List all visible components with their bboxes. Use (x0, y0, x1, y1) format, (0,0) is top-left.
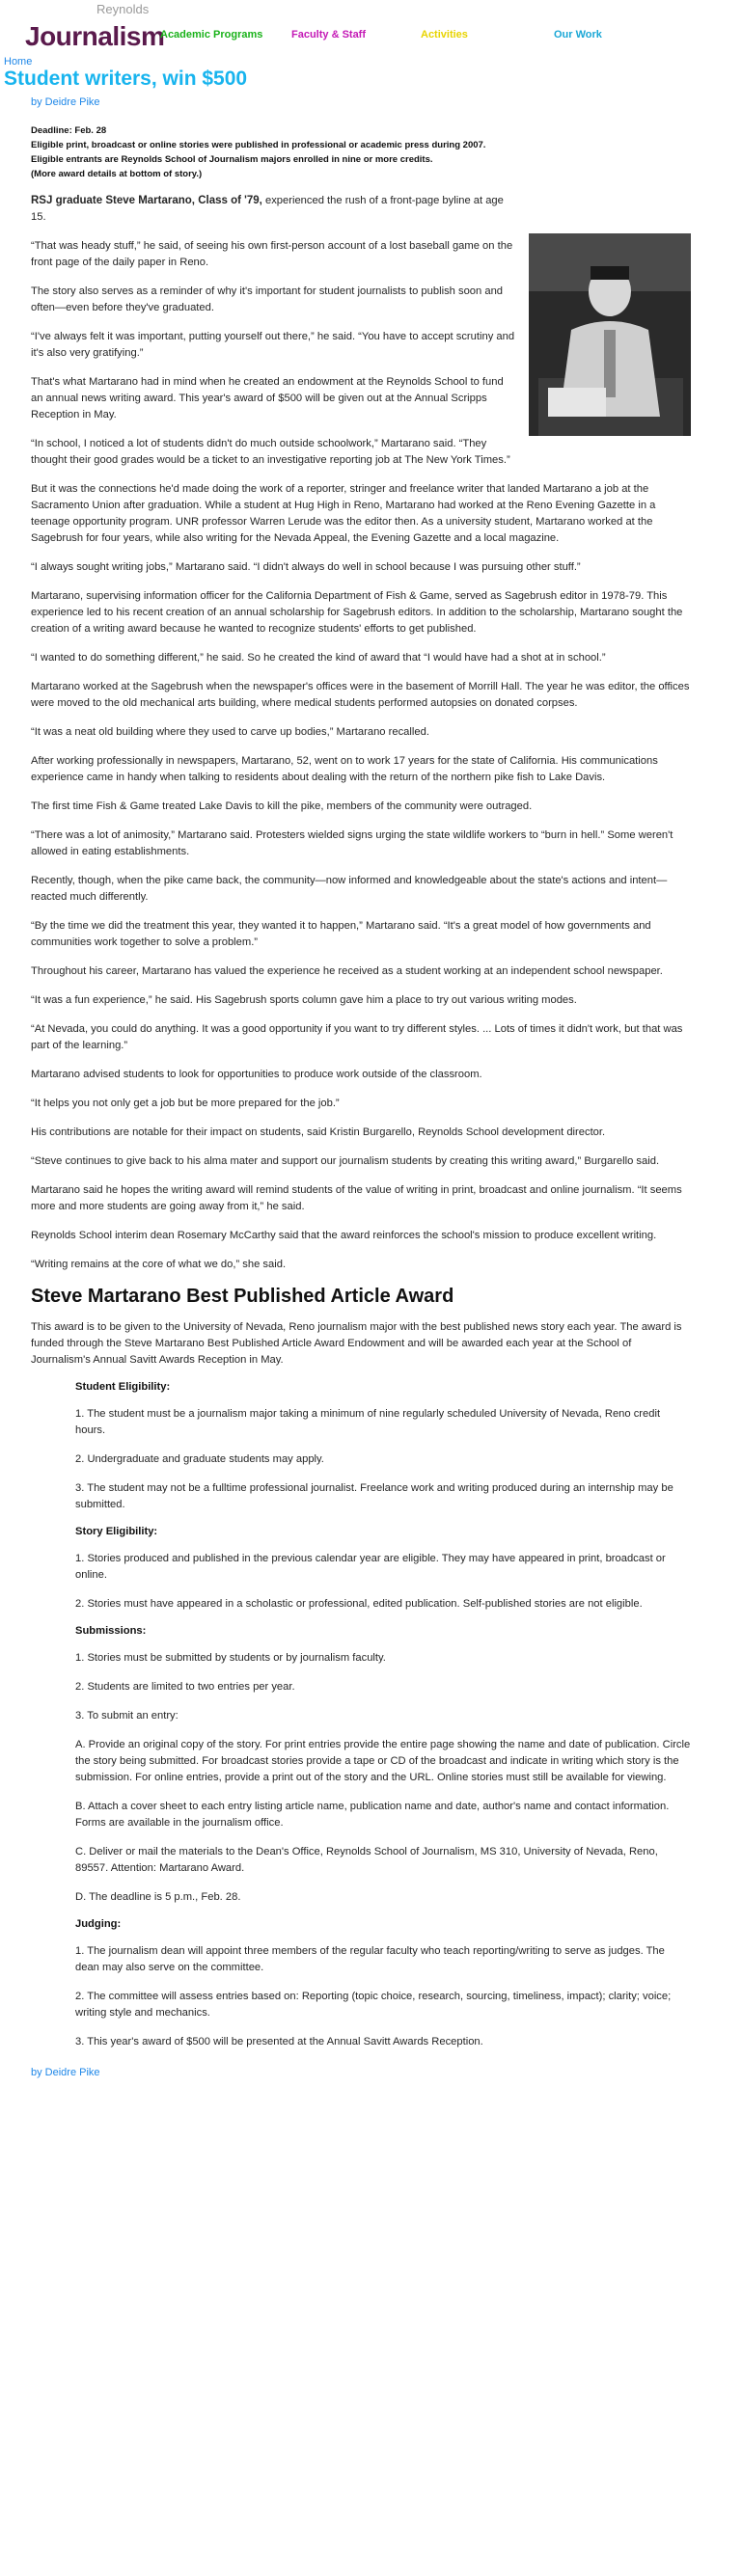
list-item: 3. The student may not be a fulltime professional journalist. Freelance work and writing produced during an internship may be submitted. (75, 1482, 673, 1510)
nav-our-work[interactable]: Our Work (554, 29, 602, 41)
article-paragraph: The first time Fish & Game treated Lake Davis to kill the pike, members of the community were outraged. (31, 800, 533, 812)
article-lead (31, 193, 691, 226)
list-item: D. The deadline is 5 p.m., Feb. 28. (75, 1891, 241, 1903)
award-intro: This award is to be given to the University of Nevada, Reno journalism major with the best published news story each year. The award is funded through the Steve Martarano Best Published Article Award Endowment and will be awarded each year at the School of Journalism's Annual Savitt Awards Reception in May. (31, 1321, 682, 1366)
list-item: 2. Students are limited to two entries per year. (75, 1681, 295, 1693)
article-paragraph: Martarano, supervising information officer for the California Department of Fish & Game, served as Sagebrush editor in 1978-79. This experience led to his recent creation of an annual scholarship for Sagebrush editors. In addition to the scholarship, Martarano sought the creation of a writing award because he wanted to recognize students' efforts to get published. (31, 590, 683, 635)
list-item: 2. Undergraduate and graduate students may apply. (75, 1453, 324, 1465)
article-paragraph: The story also serves as a reminder of why it's important for student journalists to publish soon and often—even before they've graduated. (31, 285, 504, 313)
lead-bold: RSJ graduate Steve Martarano, Class of '79, (31, 195, 262, 206)
article-paragraph: Recently, though, when the pike came back, the community—now informed and knowledgeable about the state's actions and intent—reacted much differently. (31, 875, 668, 903)
article-paragraph: “Steve continues to give back to his alma mater and support our journalism students by creating this writing award,” Burgarello said. (31, 1155, 660, 1167)
site-subtitle: Reynolds (96, 2, 150, 16)
article-paragraph: “It helps you not only get a job but be more prepared for the job.” (31, 1098, 340, 1109)
article-paragraph: His contributions are notable for their impact on students, said Kristin Burgarello, Reynolds School development director. (31, 1126, 606, 1138)
article-paragraph: But it was the connections he'd made doing the work of a reporter, stringer and freelance writer that landed Martarano a job at the Sacramento Union after graduation. While a student at Hug High in Reno, Martarano had worked at the Reno Evening Gazette in a teenage opportunity program. UNR professor Warren Lerude was the editor then. As a university student, Martarano worked at the Sagebrush for four years, while also writing for the Nevada Appeal, the Evening Gazette and a local magazine. (31, 483, 656, 544)
list-item: A. Provide an original copy of the story. For print entries provide the entire page showing the name and date of publication. Circle the story being submitted. For broadcast stories provide a tape or CD of the broadcast and indicate in writing which story is the submission. For online entries, provide a print out of the story and the URL. Online stories must still be available for viewing. (75, 1739, 691, 1783)
section-heading-judging: Judging: (75, 1918, 122, 1930)
article-paragraph: Throughout his career, Martarano has valued the experience he received as a student working at an independent school newspaper. (31, 965, 663, 977)
article-paragraph: “It was a fun experience,” he said. His Sagebrush sports column gave him a place to try out various writing modes. (31, 994, 577, 1006)
list-item: C. Deliver or mail the materials to the Dean's Office, Reynolds School of Journalism, MS 310, University of Nevada, Reno, 89557. Attention: Martarano Award. (75, 1846, 658, 1874)
nav-faculty-staff[interactable]: Faculty & Staff (291, 29, 367, 41)
article-paragraph: “By the time we did the treatment this year, they wanted it to happen,” Martarano said. “It's a great model of how governments and communities work together to solve a problem.” (31, 920, 651, 948)
article-paragraph: Reynolds School interim dean Rosemary McCarthy said that the award reinforces the school's mission to produce excellent writing. (31, 1230, 657, 1241)
list-item: 2. The committee will assess entries based on: Reporting (topic choice, research, sourcing, timeliness, impact); clarity; voice; writing style and mechanics. (75, 1991, 672, 2019)
article-content (31, 123, 691, 2080)
article-paragraph: “I've always felt it was important, putting yourself out there,” he said. “You have to accept scrutiny and it's also very gratifying.” (31, 331, 515, 359)
portrait-photo (529, 233, 691, 436)
article-paragraph: “Writing remains at the core of what we do,” she said. (31, 1259, 287, 1270)
breadcrumb-home[interactable]: Home (4, 56, 33, 68)
list-item: 1. Stories must be submitted by students or by journalism faculty. (75, 1652, 386, 1664)
article-paragraph: “At Nevada, you could do anything. It was a good opportunity if you want to try different styles. ... Lots of times it didn't work, but that was part of the learning.” (31, 1023, 683, 1051)
article-paragraph: “It was a neat old building where they used to carve up bodies,” Martarano recalled. (31, 726, 429, 738)
article-paragraph: “That was heady stuff,” he said, of seeing his own first-person account of a lost baseball game on the front page of the daily paper in Reno. (31, 240, 513, 268)
section-heading-submissions: Submissions: (75, 1625, 147, 1637)
section-heading-student-eligibility: Student Eligibility: (75, 1381, 171, 1393)
list-item: 3. This year's award of $500 will be presented at the Annual Savitt Awards Reception. (75, 2036, 483, 2047)
lead-rest: experienced the rush of a front-page byline at age 15. (31, 195, 504, 223)
list-item: 3. To submit an entry: (75, 1710, 179, 1722)
article-paragraph: “In school, I noticed a lot of students didn't do much outside schoolwork,” Martarano said. “They thought their good grades would be a ticket to an investigative reporting job at The New York Times.” (31, 438, 510, 466)
list-item: 1. The journalism dean will appoint three members of the regular faculty who teach reporting/writing to serve as judges. The dean may also serve on the committee. (75, 1945, 665, 1973)
nav-academic-programs[interactable]: Academic Programs (160, 29, 263, 41)
list-item: 1. The student must be a journalism major taking a minimum of nine regularly scheduled University of Nevada, Reno credit hours. (75, 1408, 661, 1436)
nav-activities[interactable]: Activities (421, 29, 468, 41)
award-summary (31, 123, 691, 181)
footer-byline-link[interactable]: by Deidre Pike (31, 2067, 100, 2078)
page-title: Student writers, win $500 (4, 68, 248, 90)
eligible-stories-line: Eligible print, broadcast or online stories were published in professional or academic press during 2007. (31, 140, 486, 150)
eligible-entrants-line: Eligible entrants are Reynolds School of Journalism majors enrolled in nine or more credits. (31, 154, 433, 165)
list-item: 1. Stories produced and published in the previous calendar year are eligible. They may have appeared in print, broadcast or online. (75, 1553, 666, 1581)
article-paragraph: “There was a lot of animosity,” Martarano said. Protesters wielded signs urging the state wildlife workers to “burn in hell.” Some weren't allowed in eating establishments. (31, 829, 673, 857)
list-item: 2. Stories must have appeared in a scholastic or professional, edited publication. Self-published stories are not eligible. (75, 1598, 643, 1610)
article-paragraph: That's what Martarano had in mind when he created an endowment at the Reynolds School to fund an annual news writing award. This year's award of $500 will be given out at the Annual Scripps Reception in May. (31, 376, 504, 420)
article-paragraph: Martarano worked at the Sagebrush when the newspaper's offices were in the basement of Morrill Hall. The year he was editor, the offices were moved to the old mechanical arts building, where medical students performed autopsies on donated corpses. (31, 681, 690, 709)
more-details-line: (More award details at bottom of story.) (31, 169, 203, 179)
site-logo[interactable]: Journalism (25, 21, 165, 51)
list-item: B. Attach a cover sheet to each entry listing article name, publication name and date, author's name and contact information. Forms are available in the journalism office. (75, 1801, 670, 1829)
award-title: Steve Martarano Best Published Article Award (31, 1286, 454, 1307)
article-paragraph: After working professionally in newspapers, Martarano, 52, went on to work 17 years for the state of California. His communications experience came in handy when talking to residents about dealing with the return of the northern pike fish to Lake Davis. (31, 755, 658, 783)
article-paragraph: “I wanted to do something different,” he said. So he created the kind of award that “I would have had a shot at in school.” (31, 652, 606, 664)
section-heading-story-eligibility: Story Eligibility: (75, 1526, 158, 1537)
portrait-image (529, 233, 691, 436)
byline-link[interactable]: by Deidre Pike (31, 96, 100, 108)
article-paragraph: Martarano said he hopes the writing award will remind students of the value of writing in print, broadcast and online journalism. “It seems more and more students are going away from it,” he said. (31, 1184, 682, 1212)
deadline-line: Deadline: Feb. 28 (31, 125, 107, 136)
article-paragraph: “I always sought writing jobs,” Martarano said. “I didn't always do well in school because I was pursuing other stuff.” (31, 561, 581, 573)
article-paragraph: Martarano advised students to look for opportunities to produce work outside of the classroom. (31, 1069, 482, 1080)
